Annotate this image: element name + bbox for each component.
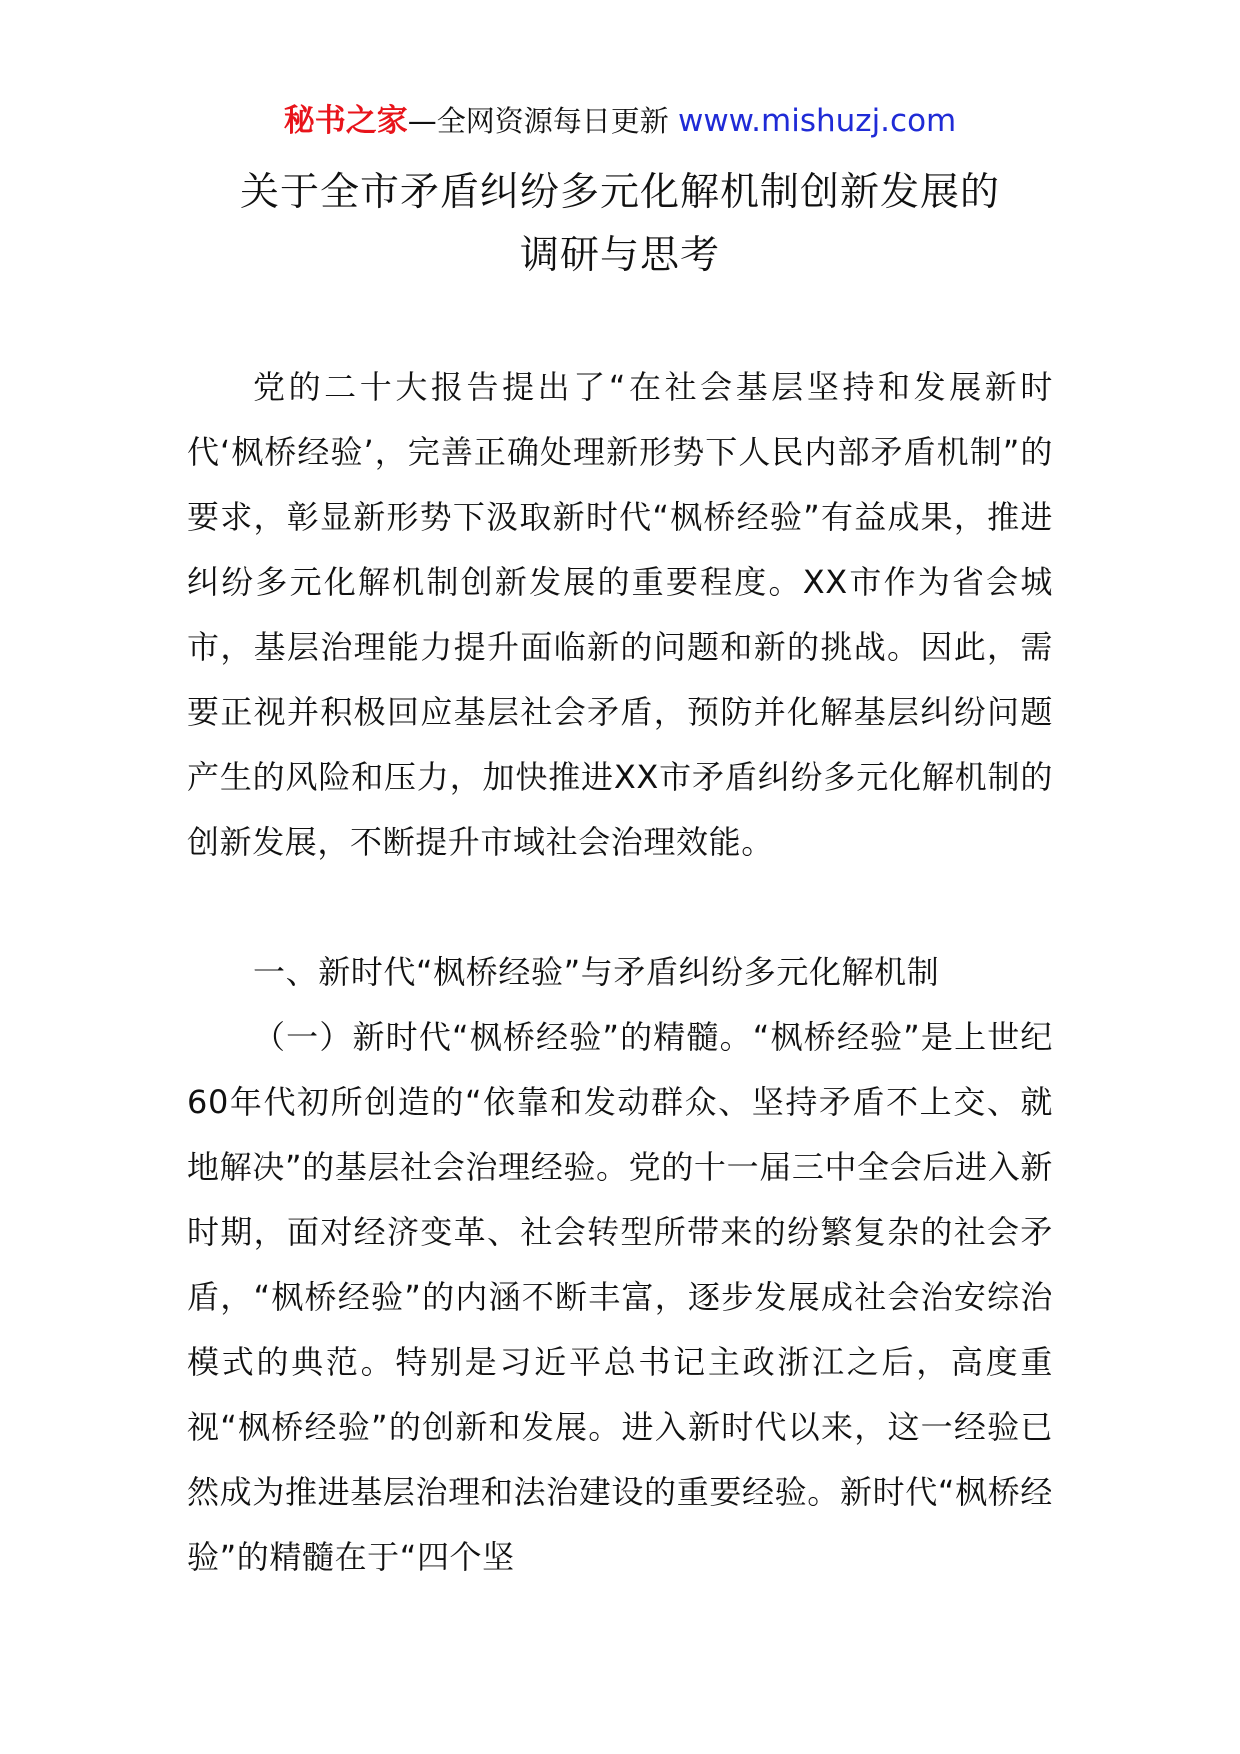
document-title-line-1: 关于全市矛盾纠纷多元化解机制创新发展的 — [239, 170, 1000, 215]
site-url-link[interactable]: www.mishuzj.com — [677, 103, 957, 139]
site-header — [0, 101, 1240, 141]
body-paragraph-2: （一）新时代“枫桥经验”的精髓。“枫桥经验”是上世纪60年代初所创造的“依靠和发动群众、坚持矛盾不上交、就地解决”的基层社会治理经验。党的十一届三中全会后进入新时期，面对经济变革、社会转型所带来的纷繁复杂的社会矛盾，“枫桥经验”的内涵不断丰富，逐步发展成社会治安综治模式的典范。特别是习近平总书记主政浙江之后，高度重视“枫桥经验”的创新和发展。进入新时代以来，这一经验已然成为推进基层治理和法治建设的重要经验。新时代“枫桥经验”的精髓在于“四个坚 — [187, 1018, 1053, 1576]
document-title-line-2: 调研与思考 — [519, 233, 720, 278]
header-tagline: —全网资源每日更新 — [407, 104, 669, 138]
section-heading-1: 一、新时代“枫桥经验”与矛盾纠纷多元化解机制 — [253, 953, 940, 991]
body-paragraph-1: 党的二十大报告提出了“在社会基层坚持和发展新时代‘枫桥经验’，完善正确处理新形势下人民内部矛盾机制”的要求，彰显新形势下汲取新时代“枫桥经验”有益成果，推进纠纷多元化解机制创新发展的重要程度。XX市作为省会城市，基层治理能力提升面临新的问题和新的挑战。因此，需要正视并积极回应基层社会矛盾，预防并化解基层纠纷问题产生的风险和压力，加快推进XX市矛盾纠纷多元化解机制的创新发展，不断提升市域社会治理效能。 — [187, 368, 1053, 861]
brand-name: 秘书之家 — [283, 103, 408, 139]
